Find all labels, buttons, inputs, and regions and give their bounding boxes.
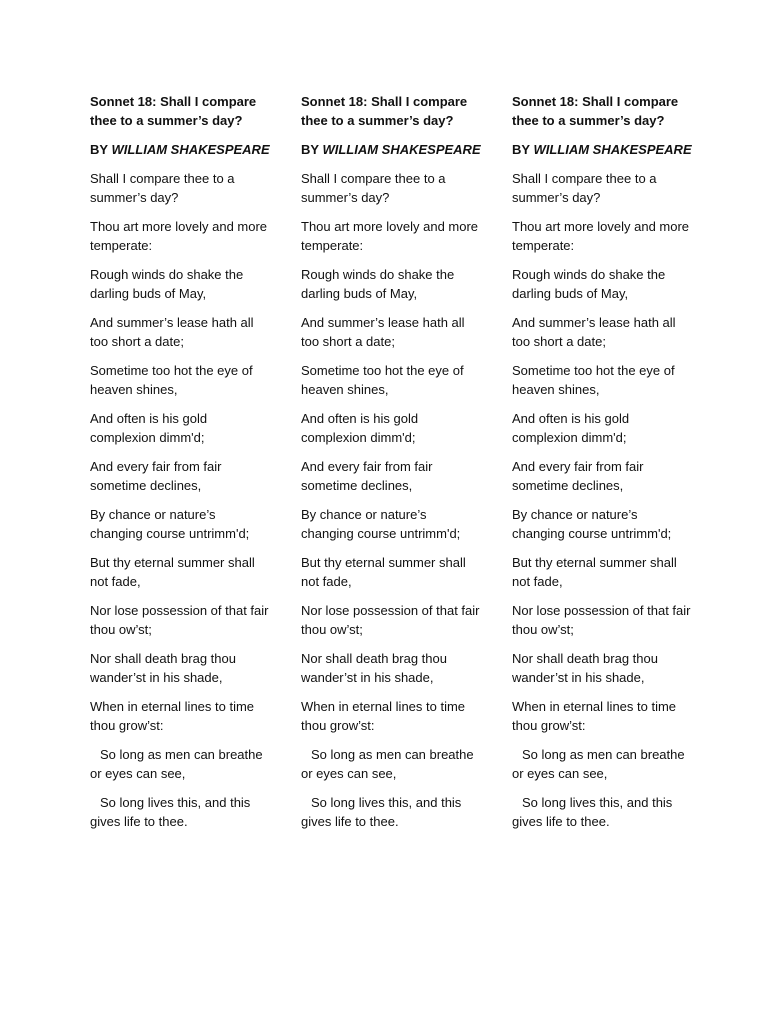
poem-line-13: So long as men can breathe or eyes can see, [90,747,263,781]
poem-line-4: And summer’s lease hath all too short a date; [90,315,254,349]
poem-line-10: Nor lose possession of that fair thou ow’st; [512,603,691,637]
poem-line-6: And often is his gold complexion dimm'd; [512,411,630,445]
poem-line-6: And often is his gold complexion dimm'd; [90,411,208,445]
poem-line-7: And every fair from fair sometime declines, [512,459,644,493]
poem-column-3 [512,92,692,841]
poem-line-7: And every fair from fair sometime declines, [301,459,433,493]
poem-line-1: Shall I compare thee to a summer’s day? [512,171,657,205]
poem-line-6: And often is his gold complexion dimm'd; [301,411,419,445]
poem-title: Sonnet 18: Shall I compare thee to a summer’s day? [512,94,679,128]
poem-line-13: So long as men can breathe or eyes can see, [512,747,685,781]
poem-line-3: Rough winds do shake the darling buds of May, [90,267,244,301]
poem-line-8: By chance or nature’s changing course untrimm'd; [301,507,461,541]
poem-line-8: By chance or nature’s changing course untrimm'd; [90,507,250,541]
poem-author: WILLIAM SHAKESPEARE [322,142,481,157]
poem-line-2: Thou art more lovely and more temperate: [512,219,690,253]
poem-byline [512,140,692,159]
poem-line-5: Sometime too hot the eye of heaven shines, [90,363,253,397]
poem-line-5: Sometime too hot the eye of heaven shines, [512,363,675,397]
poem-line-11: Nor shall death brag thou wander’st in his shade, [301,651,447,685]
poem-line-10: Nor lose possession of that fair thou ow’st; [90,603,269,637]
poem-line-11: Nor shall death brag thou wander’st in his shade, [512,651,658,685]
poem-line-14: So long lives this, and this gives life to thee. [90,795,251,829]
poem-line-13: So long as men can breathe or eyes can see, [301,747,474,781]
poem-line-12: When in eternal lines to time thou grow’st: [301,699,466,733]
poem-line-8: By chance or nature’s changing course untrimm'd; [512,507,672,541]
poem-line-14: So long lives this, and this gives life to thee. [301,795,462,829]
byline-prefix: BY [90,142,112,157]
poem-line-9: But thy eternal summer shall not fade, [301,555,466,589]
poem-line-4: And summer’s lease hath all too short a date; [301,315,465,349]
poem-line-1: Shall I compare thee to a summer’s day? [301,171,446,205]
poem-line-1: Shall I compare thee to a summer’s day? [90,171,235,205]
poem-title: Sonnet 18: Shall I compare thee to a summer’s day? [301,94,468,128]
poem-line-2: Thou art more lovely and more temperate: [90,219,268,253]
poem-byline [90,140,270,159]
poem-line-10: Nor lose possession of that fair thou ow’st; [301,603,480,637]
poem-line-12: When in eternal lines to time thou grow’st: [90,699,255,733]
poem-line-4: And summer’s lease hath all too short a date; [512,315,676,349]
poem-line-9: But thy eternal summer shall not fade, [512,555,677,589]
poem-line-11: Nor shall death brag thou wander’st in his shade, [90,651,236,685]
poem-title: Sonnet 18: Shall I compare thee to a summer’s day? [90,94,257,128]
poem-line-7: And every fair from fair sometime declines, [90,459,222,493]
poem-line-3: Rough winds do shake the darling buds of May, [301,267,455,301]
poem-author: WILLIAM SHAKESPEARE [111,142,270,157]
poem-byline [301,140,481,159]
poem-column-2 [301,92,481,841]
poem-line-9: But thy eternal summer shall not fade, [90,555,255,589]
poem-line-3: Rough winds do shake the darling buds of May, [512,267,666,301]
poem-line-12: When in eternal lines to time thou grow’st: [512,699,677,733]
poem-line-5: Sometime too hot the eye of heaven shines, [301,363,464,397]
poem-line-14: So long lives this, and this gives life to thee. [512,795,673,829]
byline-prefix: BY [301,142,323,157]
poem-author: WILLIAM SHAKESPEARE [533,142,692,157]
poem-line-2: Thou art more lovely and more temperate: [301,219,479,253]
poem-column-1 [90,92,270,841]
byline-prefix: BY [512,142,534,157]
